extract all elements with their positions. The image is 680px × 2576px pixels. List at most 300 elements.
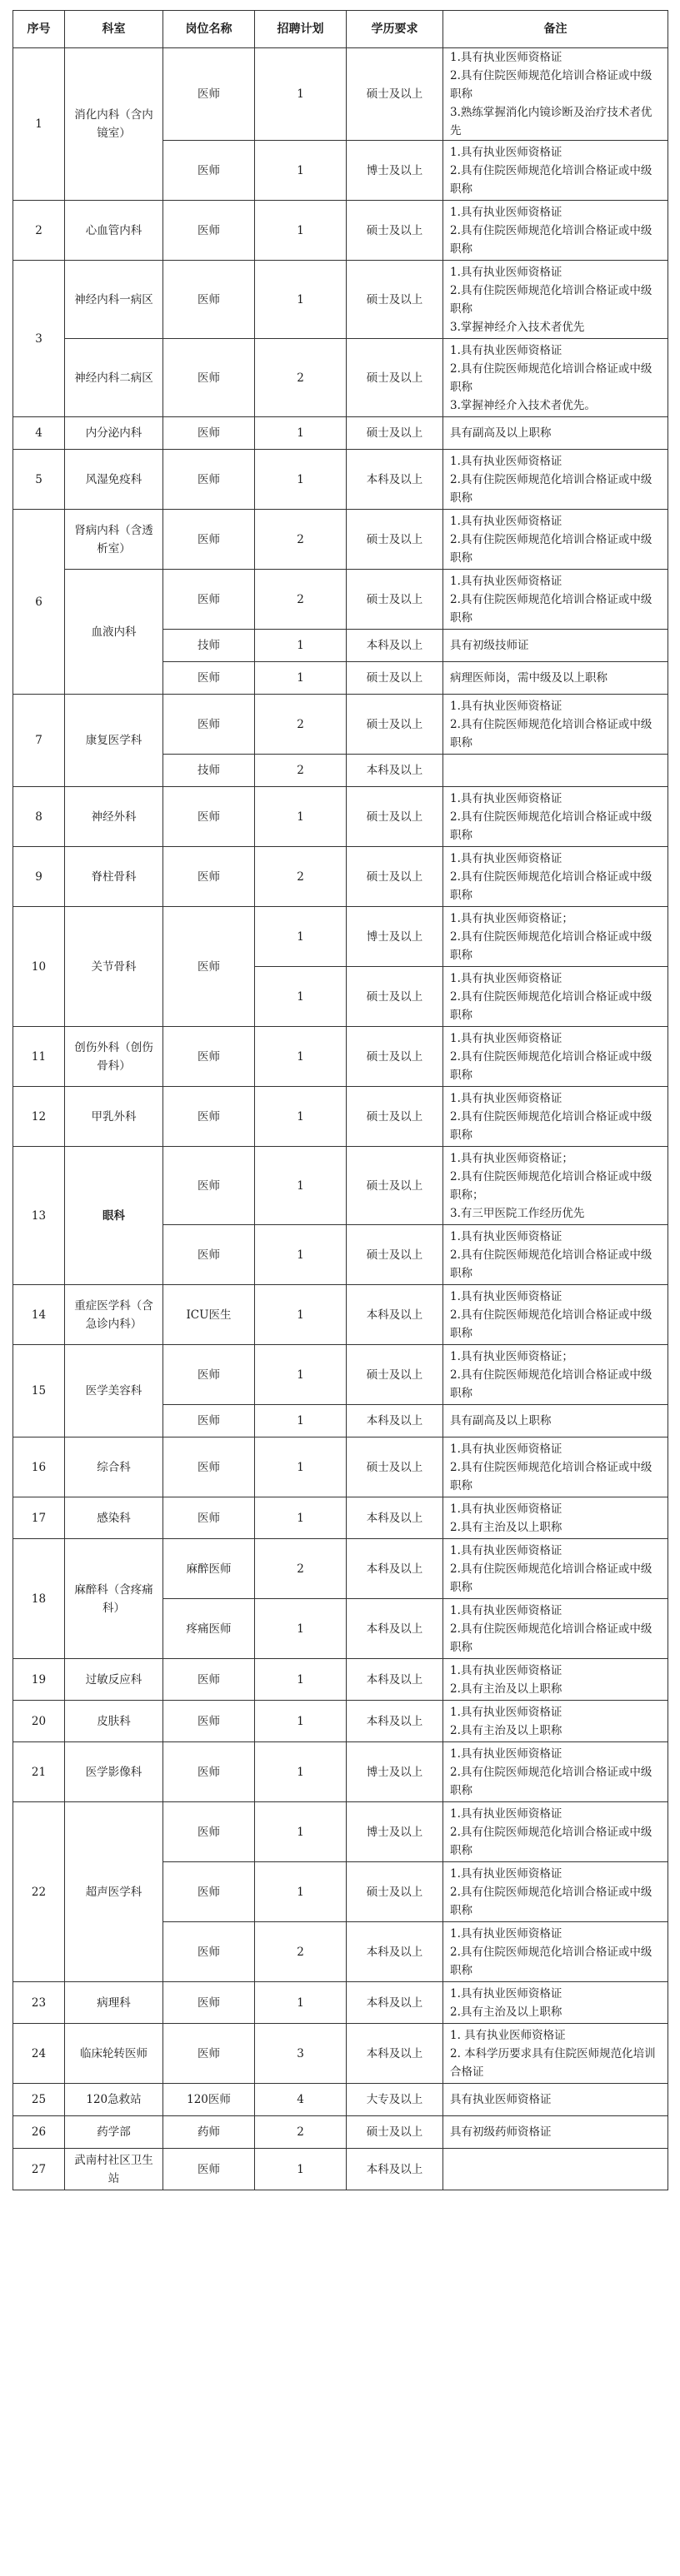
note-line: 2.具有主治及以上职称	[450, 2005, 562, 2019]
note-line: 2.具有住院医师规范化培训合格证或中级职称	[450, 361, 652, 394]
position-cell: 医师	[163, 662, 255, 695]
position-cell: 医师	[163, 1225, 255, 1285]
education-cell: 本科及以上	[347, 2149, 443, 2190]
notes-cell	[443, 1539, 668, 1599]
education-cell: 硕士及以上	[347, 417, 443, 450]
header-position: 岗位名称	[163, 11, 255, 48]
table-row	[13, 787, 668, 847]
notes-cell	[443, 2084, 668, 2116]
row-index: 13	[13, 1147, 65, 1285]
note-line: 2.具有住院医师规范化培训合格证或中级职称	[450, 223, 652, 256]
position-cell: 医师	[163, 1742, 255, 1802]
note-line: 1.具有执业医师资格证	[450, 1091, 562, 1105]
table-body	[13, 48, 668, 2190]
education-cell: 博士及以上	[347, 907, 443, 967]
notes-cell	[443, 339, 668, 417]
department-cell: 临床轮转医师	[65, 2024, 163, 2084]
plan-cell: 1	[255, 787, 347, 847]
note-line: 1.具有执业医师资格证	[450, 145, 562, 159]
note-line: 2.具有住院医师规范化培训合格证或中级职称	[450, 1945, 652, 1977]
note-line: 1.具有执业医师资格证	[450, 1866, 562, 1881]
education-cell: 硕士及以上	[347, 847, 443, 907]
position-cell: 医师	[163, 261, 255, 339]
note-line: 3.有三甲医院工作经历优先	[450, 1206, 585, 1220]
row-index: 12	[13, 1087, 65, 1147]
table-row	[13, 417, 668, 450]
plan-cell: 1	[255, 1982, 347, 2024]
table-row	[13, 1027, 668, 1087]
department-cell: 脊柱骨科	[65, 847, 163, 907]
note-line: 2.具有住院医师规范化培训合格证或中级职称	[450, 592, 652, 625]
table-row	[13, 1147, 668, 1225]
table-row	[13, 48, 668, 141]
plan-cell: 1	[255, 1659, 347, 1701]
plan-cell: 1	[255, 2149, 347, 2190]
plan-cell: 1	[255, 1701, 347, 1742]
note-line: 具有副高及以上职称	[450, 426, 552, 440]
note-line: 1.具有执业医师资格证	[450, 699, 562, 713]
note-line: 1.具有执业医师资格证	[450, 1705, 562, 1719]
department-cell: 眼科	[65, 1147, 163, 1285]
education-cell: 博士及以上	[347, 141, 443, 201]
table-row	[13, 201, 668, 261]
note-line: 3.掌握神经介入技术者优先。	[450, 398, 596, 412]
row-index: 9	[13, 847, 65, 907]
note-line: 1.具有执业医师资格证	[450, 343, 562, 357]
position-cell: ICU医生	[163, 1285, 255, 1345]
education-cell: 硕士及以上	[347, 339, 443, 417]
education-cell: 本科及以上	[347, 1701, 443, 1742]
education-cell: 本科及以上	[347, 1922, 443, 1982]
note-line: 2.具有住院医师规范化培训合格证或中级职称	[450, 1460, 652, 1492]
department-cell: 过敏反应科	[65, 1659, 163, 1701]
notes-cell	[443, 755, 668, 787]
department-cell: 康复医学科	[65, 695, 163, 787]
plan-cell: 4	[255, 2084, 347, 2116]
notes-cell	[443, 847, 668, 907]
position-cell: 医师	[163, 1345, 255, 1405]
department-cell: 血液内科	[65, 570, 163, 695]
table-row	[13, 510, 668, 570]
position-cell: 医师	[163, 2149, 255, 2190]
notes-cell	[443, 1802, 668, 1862]
table-row	[13, 2024, 668, 2084]
note-line: 1.具有执业医师资格证	[450, 1746, 562, 1761]
education-cell: 硕士及以上	[347, 662, 443, 695]
row-index: 16	[13, 1437, 65, 1497]
note-line: 具有初级药师资格证	[450, 2125, 552, 2139]
notes-cell	[443, 1922, 668, 1982]
row-index: 23	[13, 1982, 65, 2024]
note-line: 1.具有执业医师资格证	[450, 1289, 562, 1303]
education-cell: 硕士及以上	[347, 570, 443, 630]
table-row	[13, 1539, 668, 1599]
department-cell: 超声医学科	[65, 1802, 163, 1982]
note-line: 1.具有执业医师资格证	[450, 1229, 562, 1243]
department-cell: 皮肤科	[65, 1701, 163, 1742]
notes-cell	[443, 1659, 668, 1701]
plan-cell: 2	[255, 2116, 347, 2149]
plan-cell: 1	[255, 141, 347, 201]
note-line: 1.具有执业医师资格证	[450, 971, 562, 985]
education-cell: 硕士及以上	[347, 201, 443, 261]
position-cell: 技师	[163, 755, 255, 787]
department-cell: 病理科	[65, 1982, 163, 2024]
row-index: 10	[13, 907, 65, 1027]
education-cell: 本科及以上	[347, 630, 443, 662]
header-index: 序号	[13, 11, 65, 48]
position-cell: 医师	[163, 2024, 255, 2084]
notes-cell	[443, 1345, 668, 1405]
education-cell: 本科及以上	[347, 450, 443, 510]
education-cell: 本科及以上	[347, 1405, 443, 1437]
position-cell: 医师	[163, 510, 255, 570]
recruitment-table	[12, 10, 668, 2190]
plan-cell: 1	[255, 1345, 347, 1405]
department-cell: 医学影像科	[65, 1742, 163, 1802]
note-line: 1.具有执业医师资格证；	[450, 1349, 573, 1363]
table-row	[13, 2149, 668, 2190]
notes-cell	[443, 1405, 668, 1437]
table-row	[13, 907, 668, 967]
note-line: 2.具有住院医师规范化培训合格证或中级职称	[450, 69, 652, 101]
note-line: 1.具有执业医师资格证	[450, 205, 562, 219]
education-cell: 硕士及以上	[347, 1437, 443, 1497]
position-cell: 医师	[163, 1862, 255, 1922]
row-index: 19	[13, 1659, 65, 1701]
plan-cell: 1	[255, 907, 347, 967]
note-line: 3.掌握神经介入技术者优先	[450, 320, 585, 334]
plan-cell: 1	[255, 1225, 347, 1285]
education-cell: 硕士及以上	[347, 1147, 443, 1225]
plan-cell: 1	[255, 1027, 347, 1087]
department-cell: 医学美容科	[65, 1345, 163, 1437]
notes-cell	[443, 510, 668, 570]
notes-cell	[443, 2024, 668, 2084]
plan-cell: 1	[255, 48, 347, 141]
table-row	[13, 450, 668, 510]
department-cell: 重症医学科（含急诊内科）	[65, 1285, 163, 1345]
row-index: 2	[13, 201, 65, 261]
note-line: 2.具有住院医师规范化培训合格证或中级职称	[450, 1368, 652, 1400]
table-row	[13, 1345, 668, 1405]
notes-cell	[443, 1862, 668, 1922]
row-index: 20	[13, 1701, 65, 1742]
row-index: 14	[13, 1285, 65, 1345]
notes-cell	[443, 1027, 668, 1087]
education-cell: 本科及以上	[347, 1599, 443, 1659]
position-cell: 医师	[163, 1405, 255, 1437]
note-line: 1.具有执业医师资格证；	[450, 1151, 573, 1165]
education-cell: 本科及以上	[347, 755, 443, 787]
department-cell: 神经内科二病区	[65, 339, 163, 417]
notes-cell	[443, 450, 668, 510]
position-cell: 医师	[163, 695, 255, 755]
plan-cell: 2	[255, 570, 347, 630]
education-cell: 本科及以上	[347, 1497, 443, 1539]
note-line: 2. 本科学历要求具有住院医师规范化培训合格证	[450, 2046, 656, 2079]
plan-cell: 1	[255, 1405, 347, 1437]
plan-cell: 1	[255, 261, 347, 339]
plan-cell: 1	[255, 1147, 347, 1225]
education-cell: 硕士及以上	[347, 2116, 443, 2149]
department-cell: 药学部	[65, 2116, 163, 2149]
note-line: 2.具有住院医师规范化培训合格证或中级职称	[450, 1109, 652, 1142]
note-line: 1.具有执业医师资格证	[450, 1442, 562, 1456]
note-line: 2.具有住院医师规范化培训合格证或中级职称	[450, 929, 652, 962]
plan-cell: 1	[255, 1087, 347, 1147]
education-cell: 硕士及以上	[347, 1087, 443, 1147]
plan-cell: 1	[255, 1285, 347, 1345]
department-cell: 消化内科（含内镜室）	[65, 48, 163, 201]
department-cell: 关节骨科	[65, 907, 163, 1027]
note-line: 2.具有主治及以上职称	[450, 1682, 562, 1696]
notes-cell	[443, 662, 668, 695]
notes-cell	[443, 570, 668, 630]
education-cell: 硕士及以上	[347, 1225, 443, 1285]
department-cell: 综合科	[65, 1437, 163, 1497]
position-cell: 医师	[163, 1087, 255, 1147]
note-line: 2.具有住院医师规范化培训合格证或中级职称；	[450, 1169, 652, 1202]
note-line: 2.具有住院医师规范化培训合格证或中级职称	[450, 869, 652, 902]
note-line: 1.具有执业医师资格证	[450, 265, 562, 279]
header-notes: 备注	[443, 11, 668, 48]
notes-cell	[443, 1087, 668, 1147]
position-cell: 医师	[163, 1027, 255, 1087]
plan-cell: 2	[255, 1539, 347, 1599]
note-line: 1.具有执业医师资格证	[450, 1031, 562, 1045]
note-line: 2.具有住院医师规范化培训合格证或中级职称	[450, 472, 652, 505]
plan-cell: 1	[255, 1437, 347, 1497]
note-line: 1.具有执业医师资格证	[450, 851, 562, 865]
table-row	[13, 1982, 668, 2024]
table-row	[13, 1802, 668, 1862]
notes-cell	[443, 1437, 668, 1497]
row-index: 6	[13, 510, 65, 695]
plan-cell: 1	[255, 1742, 347, 1802]
note-line: 2.具有住院医师规范化培训合格证或中级职称	[450, 1562, 652, 1594]
position-cell: 麻醉医师	[163, 1539, 255, 1599]
note-line: 1.具有执业医师资格证；	[450, 911, 573, 925]
table-row	[13, 1087, 668, 1147]
position-cell: 医师	[163, 1147, 255, 1225]
row-index: 22	[13, 1802, 65, 1982]
education-cell: 本科及以上	[347, 1285, 443, 1345]
table-row	[13, 847, 668, 907]
position-cell: 疼痛医师	[163, 1599, 255, 1659]
notes-cell	[443, 261, 668, 339]
plan-cell: 1	[255, 630, 347, 662]
row-index: 24	[13, 2024, 65, 2084]
notes-cell	[443, 1225, 668, 1285]
department-cell: 内分泌内科	[65, 417, 163, 450]
position-cell: 医师	[163, 141, 255, 201]
note-line: 1.具有执业医师资格证	[450, 1926, 562, 1941]
note-line: 2.具有主治及以上职称	[450, 1723, 562, 1737]
row-index: 8	[13, 787, 65, 847]
plan-cell: 2	[255, 1922, 347, 1982]
notes-cell	[443, 1742, 668, 1802]
table-row	[13, 1437, 668, 1497]
position-cell: 医师	[163, 1437, 255, 1497]
note-line: 3.熟练掌握消化内镜诊断及治疗技术者优先	[450, 106, 652, 137]
header-plan: 招聘计划	[255, 11, 347, 48]
table-row	[13, 261, 668, 339]
notes-cell	[443, 141, 668, 201]
note-line: 2.具有住院医师规范化培训合格证或中级职称	[450, 1248, 652, 1280]
position-cell: 医师	[163, 450, 255, 510]
plan-cell: 1	[255, 662, 347, 695]
notes-cell	[443, 1285, 668, 1345]
note-line: 2.具有住院医师规范化培训合格证或中级职称	[450, 717, 652, 750]
education-cell: 硕士及以上	[347, 1862, 443, 1922]
position-cell: 120医师	[163, 2084, 255, 2116]
note-line: 2.具有住院医师规范化培训合格证或中级职称	[450, 989, 652, 1022]
note-line: 1.具有执业医师资格证	[450, 1986, 562, 2001]
department-cell: 麻醉科（含疼痛科）	[65, 1539, 163, 1659]
position-cell: 医师	[163, 417, 255, 450]
department-cell: 感染科	[65, 1497, 163, 1539]
row-index: 18	[13, 1539, 65, 1659]
position-cell: 医师	[163, 1922, 255, 1982]
department-cell: 120急救站	[65, 2084, 163, 2116]
position-cell: 医师	[163, 1659, 255, 1701]
table-row	[13, 1497, 668, 1539]
notes-cell	[443, 1497, 668, 1539]
education-cell: 本科及以上	[347, 1982, 443, 2024]
note-line: 具有副高及以上职称	[450, 1414, 552, 1428]
department-cell: 神经内科一病区	[65, 261, 163, 339]
position-cell: 医师	[163, 339, 255, 417]
plan-cell: 1	[255, 1497, 347, 1539]
department-cell: 创伤外科（创伤骨科）	[65, 1027, 163, 1087]
notes-cell	[443, 967, 668, 1027]
row-index: 4	[13, 417, 65, 450]
row-index: 26	[13, 2116, 65, 2149]
position-cell: 医师	[163, 907, 255, 1027]
department-cell: 甲乳外科	[65, 1087, 163, 1147]
position-cell: 技师	[163, 630, 255, 662]
note-line: 病理医师岗，需中级及以上职称	[450, 671, 608, 685]
education-cell: 硕士及以上	[347, 1345, 443, 1405]
note-line: 1.具有执业医师资格证	[450, 514, 562, 528]
education-cell: 博士及以上	[347, 1802, 443, 1862]
row-index: 7	[13, 695, 65, 787]
table-row	[13, 2084, 668, 2116]
note-line: 2.具有住院医师规范化培训合格证或中级职称	[450, 1308, 652, 1340]
row-index: 21	[13, 1742, 65, 1802]
table-row	[13, 1701, 668, 1742]
department-cell: 肾病内科（含透析室）	[65, 510, 163, 570]
notes-cell	[443, 48, 668, 141]
note-line: 2.具有住院医师规范化培训合格证或中级职称	[450, 1825, 652, 1857]
position-cell: 医师	[163, 201, 255, 261]
education-cell: 硕士及以上	[347, 787, 443, 847]
plan-cell: 1	[255, 450, 347, 510]
row-index: 27	[13, 2149, 65, 2190]
plan-cell: 2	[255, 847, 347, 907]
row-index: 11	[13, 1027, 65, 1087]
note-line: 具有执业医师资格证	[450, 2093, 552, 2106]
row-index: 25	[13, 2084, 65, 2116]
notes-cell	[443, 907, 668, 967]
notes-cell	[443, 201, 668, 261]
note-line: 2.具有主治及以上职称	[450, 1520, 562, 1534]
table-row	[13, 1285, 668, 1345]
note-line: 1.具有执业医师资格证	[450, 1502, 562, 1516]
plan-cell: 2	[255, 339, 347, 417]
plan-cell: 2	[255, 695, 347, 755]
table-row	[13, 570, 668, 630]
row-index: 3	[13, 261, 65, 417]
notes-cell	[443, 1701, 668, 1742]
note-line: 1.具有执业医师资格证	[450, 51, 562, 64]
notes-cell	[443, 2116, 668, 2149]
plan-cell: 2	[255, 755, 347, 787]
table-row	[13, 2116, 668, 2149]
note-line: 1. 具有执业医师资格证	[450, 2028, 566, 2042]
education-cell: 本科及以上	[347, 1539, 443, 1599]
header-education: 学历要求	[347, 11, 443, 48]
position-cell: 医师	[163, 1701, 255, 1742]
education-cell: 大专及以上	[347, 2084, 443, 2116]
plan-cell: 2	[255, 510, 347, 570]
row-index: 17	[13, 1497, 65, 1539]
note-line: 具有初级技师证	[450, 639, 529, 652]
position-cell: 药师	[163, 2116, 255, 2149]
page	[12, 10, 668, 2190]
table-row	[13, 695, 668, 755]
education-cell: 本科及以上	[347, 1659, 443, 1701]
notes-cell	[443, 787, 668, 847]
position-cell: 医师	[163, 847, 255, 907]
note-line: 1.具有执业医师资格证	[450, 1806, 562, 1821]
table-row	[13, 1659, 668, 1701]
plan-cell: 1	[255, 1862, 347, 1922]
education-cell: 硕士及以上	[347, 48, 443, 141]
department-cell: 武南村社区卫生站	[65, 2149, 163, 2190]
note-line: 2.具有住院医师规范化培训合格证或中级职称	[450, 810, 652, 842]
note-line: 2.具有住院医师规范化培训合格证或中级职称	[450, 283, 652, 316]
header-row	[13, 11, 668, 48]
notes-cell	[443, 417, 668, 450]
education-cell: 硕士及以上	[347, 695, 443, 755]
note-line: 1.具有执业医师资格证	[450, 1663, 562, 1677]
notes-cell	[443, 2149, 668, 2190]
notes-cell	[443, 1982, 668, 2024]
notes-cell	[443, 695, 668, 755]
note-line: 1.具有执业医师资格证	[450, 791, 562, 805]
note-line: 1.具有执业医师资格证	[450, 1543, 562, 1557]
notes-cell	[443, 1599, 668, 1659]
note-line: 2.具有住院医师规范化培训合格证或中级职称	[450, 532, 652, 565]
note-line: 1.具有执业医师资格证	[450, 1603, 562, 1617]
plan-cell: 1	[255, 1599, 347, 1659]
notes-cell	[443, 630, 668, 662]
note-line: 1.具有执业医师资格证	[450, 574, 562, 588]
education-cell: 硕士及以上	[347, 967, 443, 1027]
notes-cell	[443, 1147, 668, 1225]
row-index: 5	[13, 450, 65, 510]
position-cell: 医师	[163, 1982, 255, 2024]
row-index: 1	[13, 48, 65, 201]
row-index: 15	[13, 1345, 65, 1437]
position-cell: 医师	[163, 570, 255, 630]
note-line: 2.具有住院医师规范化培训合格证或中级职称	[450, 1622, 652, 1654]
plan-cell: 3	[255, 2024, 347, 2084]
position-cell: 医师	[163, 48, 255, 141]
header-department: 科室	[65, 11, 163, 48]
